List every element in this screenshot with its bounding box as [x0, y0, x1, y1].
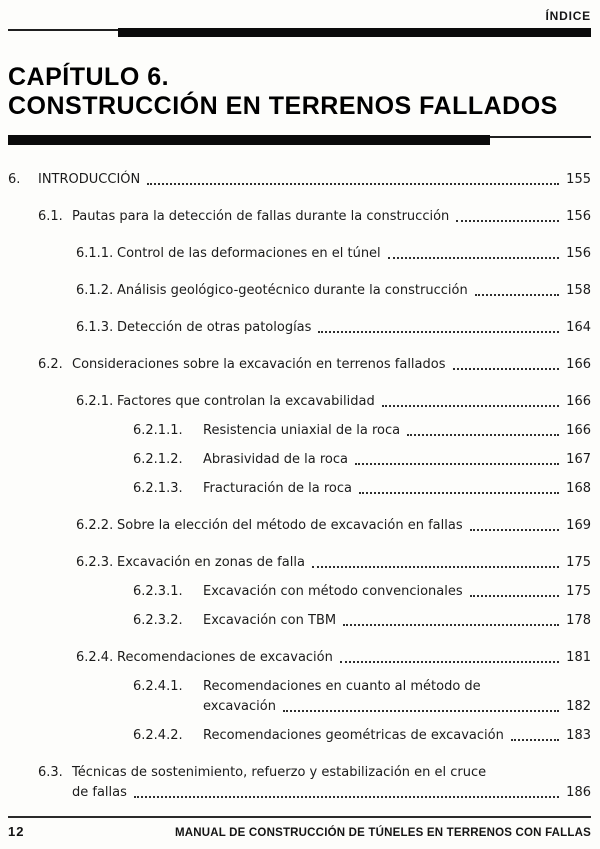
- toc-page-number: 186: [566, 785, 591, 800]
- top-rule: [8, 28, 591, 37]
- toc-entry-title: Pautas para la detección de fallas durante la construcción: [72, 209, 450, 224]
- toc-dot-leader: [340, 649, 559, 663]
- top-rule-thick-bar: [118, 28, 591, 37]
- toc-page-number: 164: [566, 320, 591, 335]
- toc-dot-leader: [470, 583, 559, 597]
- toc-entry-number: 6.2.3.2.: [133, 613, 183, 628]
- toc-dot-leader: [511, 727, 559, 741]
- toc-dot-leader: [382, 393, 559, 407]
- toc-entry-number: 6.2.4.: [76, 650, 114, 665]
- toc-dot-leader: [312, 554, 559, 568]
- top-rule-thin-segment: [8, 29, 118, 31]
- toc-entry-title: Excavación con TBM: [203, 613, 337, 628]
- toc-entry-number: 6.2.3.: [76, 555, 114, 570]
- toc-entry: [8, 727, 591, 744]
- toc-entry-title: de fallas: [72, 785, 127, 800]
- toc-entry-continuation: [8, 784, 591, 801]
- toc-page-number: 182: [566, 699, 591, 714]
- toc-page-number: 156: [566, 209, 591, 224]
- toc-entry-number: 6.1.: [38, 209, 63, 224]
- toc-entry-title: Resistencia uniaxial de la roca: [203, 423, 401, 438]
- toc-entry: [8, 356, 591, 373]
- toc-entry: [8, 245, 591, 262]
- toc-entry: [8, 208, 591, 225]
- toc-page-number: 175: [566, 555, 591, 570]
- toc-page-number: 166: [566, 394, 591, 409]
- toc-entry-number: 6.3.: [38, 765, 63, 780]
- toc-entry-title: Detección de otras patologías: [117, 320, 312, 335]
- toc-entry: [8, 583, 591, 600]
- toc-entry-number: 6.2.4.2.: [133, 728, 183, 743]
- toc-entry-title: Excavación con método convencionales: [203, 584, 463, 599]
- toc-page-number: 168: [566, 481, 591, 496]
- book-title: MANUAL DE CONSTRUCCIÓN DE TÚNELES EN TERRENOS CON FALLAS: [174, 827, 591, 839]
- toc-dot-leader: [470, 517, 559, 531]
- toc-entry-title: Fracturación de la roca: [203, 481, 352, 496]
- toc-dot-leader: [407, 422, 559, 436]
- toc-page-number: 169: [566, 518, 591, 533]
- toc-dot-leader: [456, 208, 559, 222]
- title-rule: [8, 135, 591, 145]
- toc-entry-continuation: [8, 698, 591, 715]
- toc-entry: [8, 282, 591, 299]
- toc-page-number: 158: [566, 283, 591, 298]
- toc-page-number: 178: [566, 613, 591, 628]
- toc-entry: [8, 451, 591, 468]
- toc-entry-number: 6.2.4.1.: [133, 679, 183, 694]
- toc-entry-number: 6.2.: [38, 357, 63, 372]
- toc-entry-title: Técnicas de sostenimiento, refuerzo y estabilización en el cruce: [72, 765, 487, 780]
- toc-dot-leader: [147, 171, 559, 185]
- toc-entry: [8, 517, 591, 534]
- footer-rule: [8, 816, 591, 818]
- toc-entry-number: 6.1.2.: [76, 283, 114, 298]
- toc-dot-leader: [343, 612, 559, 626]
- toc-entry: [8, 319, 591, 336]
- toc-entry-title: excavación: [203, 699, 276, 714]
- toc-dot-leader: [388, 245, 559, 259]
- toc-dot-leader: [283, 698, 559, 712]
- toc-entry-number: 6.1.3.: [76, 320, 114, 335]
- toc-entry-number: 6.2.1.: [76, 394, 114, 409]
- toc-dot-leader: [453, 356, 560, 370]
- toc-page-number: 183: [566, 728, 591, 743]
- toc-dot-leader: [475, 282, 559, 296]
- toc-entry-title: Factores que controlan la excavabilidad: [117, 394, 375, 409]
- toc-entry-number: 6.1.1.: [76, 246, 114, 261]
- toc-entry-number: 6.2.2.: [76, 518, 114, 533]
- toc-dot-leader: [355, 451, 559, 465]
- toc-dot-leader: [359, 480, 559, 494]
- toc-entry: [8, 678, 591, 695]
- footer-row: [8, 824, 591, 839]
- toc-entry-number: 6.2.3.1.: [133, 584, 183, 599]
- toc-entry: [8, 171, 591, 188]
- toc-entry-number: 6.2.1.2.: [133, 452, 183, 467]
- toc-entry-title: Abrasividad de la roca: [203, 452, 348, 467]
- toc-entry: [8, 764, 591, 781]
- toc-entry-title: Recomendaciones geométricas de excavación: [203, 728, 504, 743]
- toc-entry-title: Recomendaciones de excavación: [117, 650, 333, 665]
- title-rule-thin-segment: [490, 136, 591, 138]
- toc-entry-title: Recomendaciones en cuanto al método de: [203, 679, 481, 694]
- toc-page-number: 167: [566, 452, 591, 467]
- running-header: [8, 10, 591, 23]
- table-of-contents: [8, 171, 591, 801]
- toc-entry: [8, 393, 591, 410]
- toc-entry-title: Excavación en zonas de falla: [117, 555, 305, 570]
- toc-entry-title: INTRODUCCIÓN: [38, 172, 141, 187]
- running-header-label: ÍNDICE: [545, 9, 591, 23]
- toc-entry: [8, 480, 591, 497]
- toc-entry-number: 6.2.1.1.: [133, 423, 183, 438]
- toc-page-number: 175: [566, 584, 591, 599]
- chapter-title-line2: CONSTRUCCIÓN EN TERRENOS FALLADOS: [8, 92, 558, 120]
- toc-entry-number: 6.: [8, 172, 21, 187]
- toc-entry-number: 6.2.1.3.: [133, 481, 183, 496]
- toc-page-number: 181: [566, 650, 591, 665]
- chapter-title-line1: CAPÍTULO 6.: [8, 63, 170, 91]
- toc-page-number: 155: [566, 172, 591, 187]
- toc-entry: [8, 612, 591, 629]
- toc-entry-title: Control de las deformaciones en el túnel: [117, 246, 381, 261]
- toc-dot-leader: [134, 784, 559, 798]
- toc-entry: [8, 649, 591, 666]
- toc-entry: [8, 554, 591, 571]
- toc-entry-title: Consideraciones sobre la excavación en terrenos fallados: [72, 357, 446, 372]
- toc-page-number: 166: [566, 357, 591, 372]
- toc-page-number: 166: [566, 423, 591, 438]
- toc-entry-title: Sobre la elección del método de excavación en fallas: [117, 518, 463, 533]
- toc-entry-title: Análisis geológico-geotécnico durante la construcción: [117, 283, 468, 298]
- toc-page-number: 156: [566, 246, 591, 261]
- page-number: 12: [8, 824, 25, 839]
- chapter-title: [8, 63, 591, 121]
- page-footer: [8, 816, 591, 839]
- toc-entry: [8, 422, 591, 439]
- toc-dot-leader: [318, 319, 559, 333]
- title-rule-thick-bar: [8, 135, 490, 145]
